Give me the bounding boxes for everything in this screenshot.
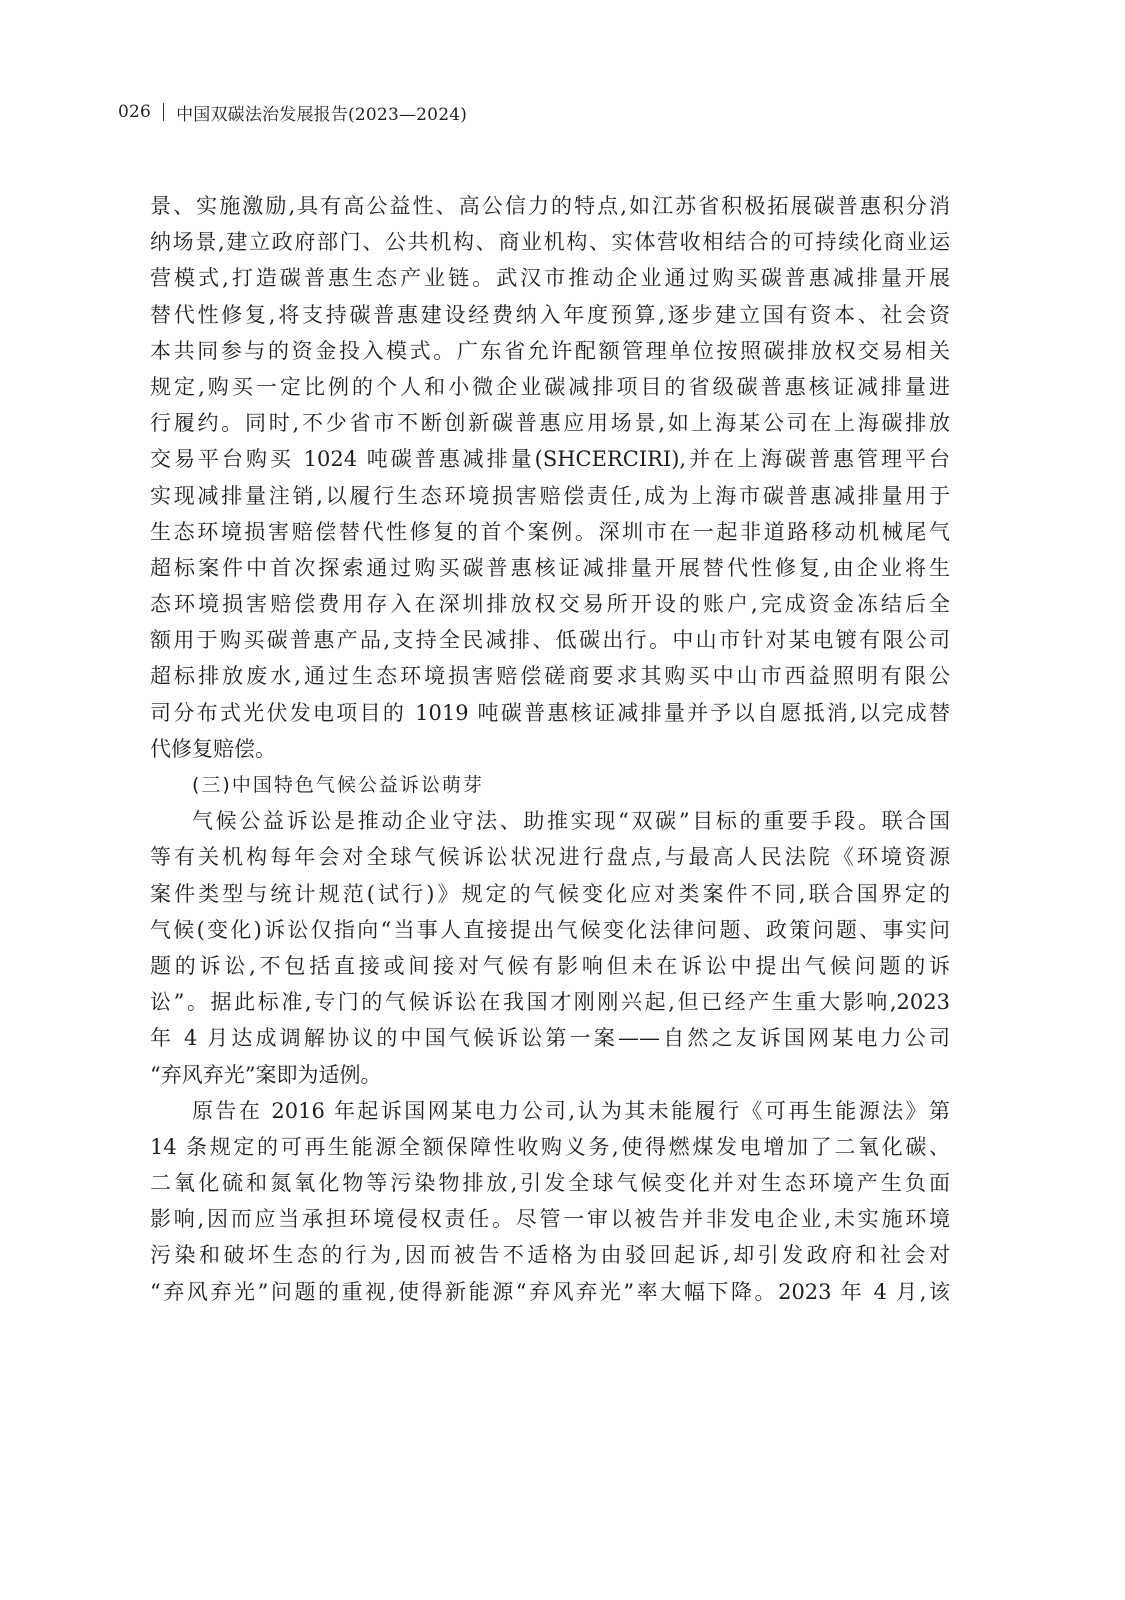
paragraph-2 [150,803,950,1093]
section-heading: (三)中国特色气候公益诉讼萌芽 [192,774,484,796]
text-line: 生态环境损害赔偿替代性修复的首个案例。深圳市在一起非道路移动机械尾气 [150,519,950,544]
text-line: 本共同参与的资金投入模式。广东省允许配额管理单位按照碳排放权交易相关 [150,338,950,363]
text-line: 污染和破坏生态的行为,因而被告不适格为由驳回起诉,却引发政府和社会对 [150,1243,950,1268]
text-line: 二氧化硫和氮氧化物等污染物排放,引发全球气候变化并对生态环境产生负面 [150,1171,950,1196]
text-line: 超标排放废水,通过生态环境损害赔偿磋商要求其购买中山市西益照明有限公 [150,664,950,689]
header-separator [163,103,164,121]
paragraph-1 [150,188,950,767]
running-header [118,97,467,127]
text-line: 气候公益诉讼是推动企业守法、助推实现“双碳”目标的重要手段。联合国 [192,809,950,834]
text-line: 纳场景,建立政府部门、公共机构、商业机构、实体营收相结合的可持续化商业运 [150,230,950,255]
text-line: “弃风弃光”问题的重视,使得新能源“弃风弃光”率大幅下降。2023 年 4 月,该 [150,1279,950,1304]
text-line: 实现减排量注销,以履行生态环境损害赔偿责任,成为上海市碳普惠减排量用于 [150,483,950,508]
text-line: 交易平台购买 1024 吨碳普惠减排量(SHCERCIRI),并在上海碳普惠管理平台 [150,447,950,472]
text-line: 案件类型与统计规范(试行)》规定的气候变化应对类案件不同,联合国界定的 [150,881,950,906]
text-line: 营模式,打造碳普惠生态产业链。武汉市推动企业通过购买碳普惠减排量开展 [150,266,950,291]
text-line: 等有关机构每年会对全球气候诉讼状况进行盘点,与最高人民法院《环境资源 [150,845,950,870]
text-line: 额用于购买碳普惠产品,支持全民减排、低碳出行。中山市针对某电镀有限公司 [150,628,950,653]
text-line: 态环境损害赔偿费用存入在深圳排放权交易所开设的账户,完成资金冻结后全 [150,592,950,617]
text-line: 气候(变化)诉讼仅指向“当事人直接提出气候变化法律问题、政策问题、事实问 [150,917,950,942]
text-line: 影响,因而应当承担环境侵权责任。尽管一审以被告并非发电企业,未实施环境 [150,1207,950,1232]
body-text [150,188,950,1310]
text-line: 题的诉讼,不包括直接或间接对气候有影响但未在诉讼中提出气候问题的诉 [150,953,950,978]
text-line: 14 条规定的可再生能源全额保障性收购义务,使得燃煤发电增加了二氧化碳、 [150,1134,950,1159]
text-line: 年 4 月达成调解协议的中国气候诉讼第一案——自然之友诉国网某电力公司 [150,1026,950,1051]
book-title: 中国双碳法治发展报告(2023—2024) [176,104,468,125]
text-line: 景、实施激励,具有高公益性、高公信力的特点,如江苏省积极拓展碳普惠积分消 [150,194,950,218]
text-line: 超标案件中首次探索通过购买碳普惠核证减排量开展替代性修复,由企业将生 [150,555,950,580]
text-line: 替代性修复,将支持碳普惠建设经费纳入年度预算,逐步建立国有资本、社会资 [150,302,950,327]
text-line: 司分布式光伏发电项目的 1019 吨碳普惠核证减排量并予以自愿抵消,以完成替 [150,700,950,725]
page-number: 026 [118,102,152,122]
paragraph-3 [150,1093,950,1310]
text-line: 规定,购买一定比例的个人和小微企业碳减排项目的省级碳普惠核证减排量进 [150,374,950,399]
text-line: 行履约。同时,不少省市不断创新碳普惠应用场景,如上海某公司在上海碳排放 [150,411,950,436]
text-line: 原告在 2016 年起诉国网某电力公司,认为其未能履行《可再生能源法》第 [192,1098,950,1123]
text-line: 讼”。据此标准,专门的气候诉讼在我国才刚刚兴起,但已经产生重大影响,2023 [150,990,950,1015]
text-line: 代修复赔偿。 [150,736,276,761]
text-line: “弃风弃光”案即为适例。 [150,1062,382,1087]
